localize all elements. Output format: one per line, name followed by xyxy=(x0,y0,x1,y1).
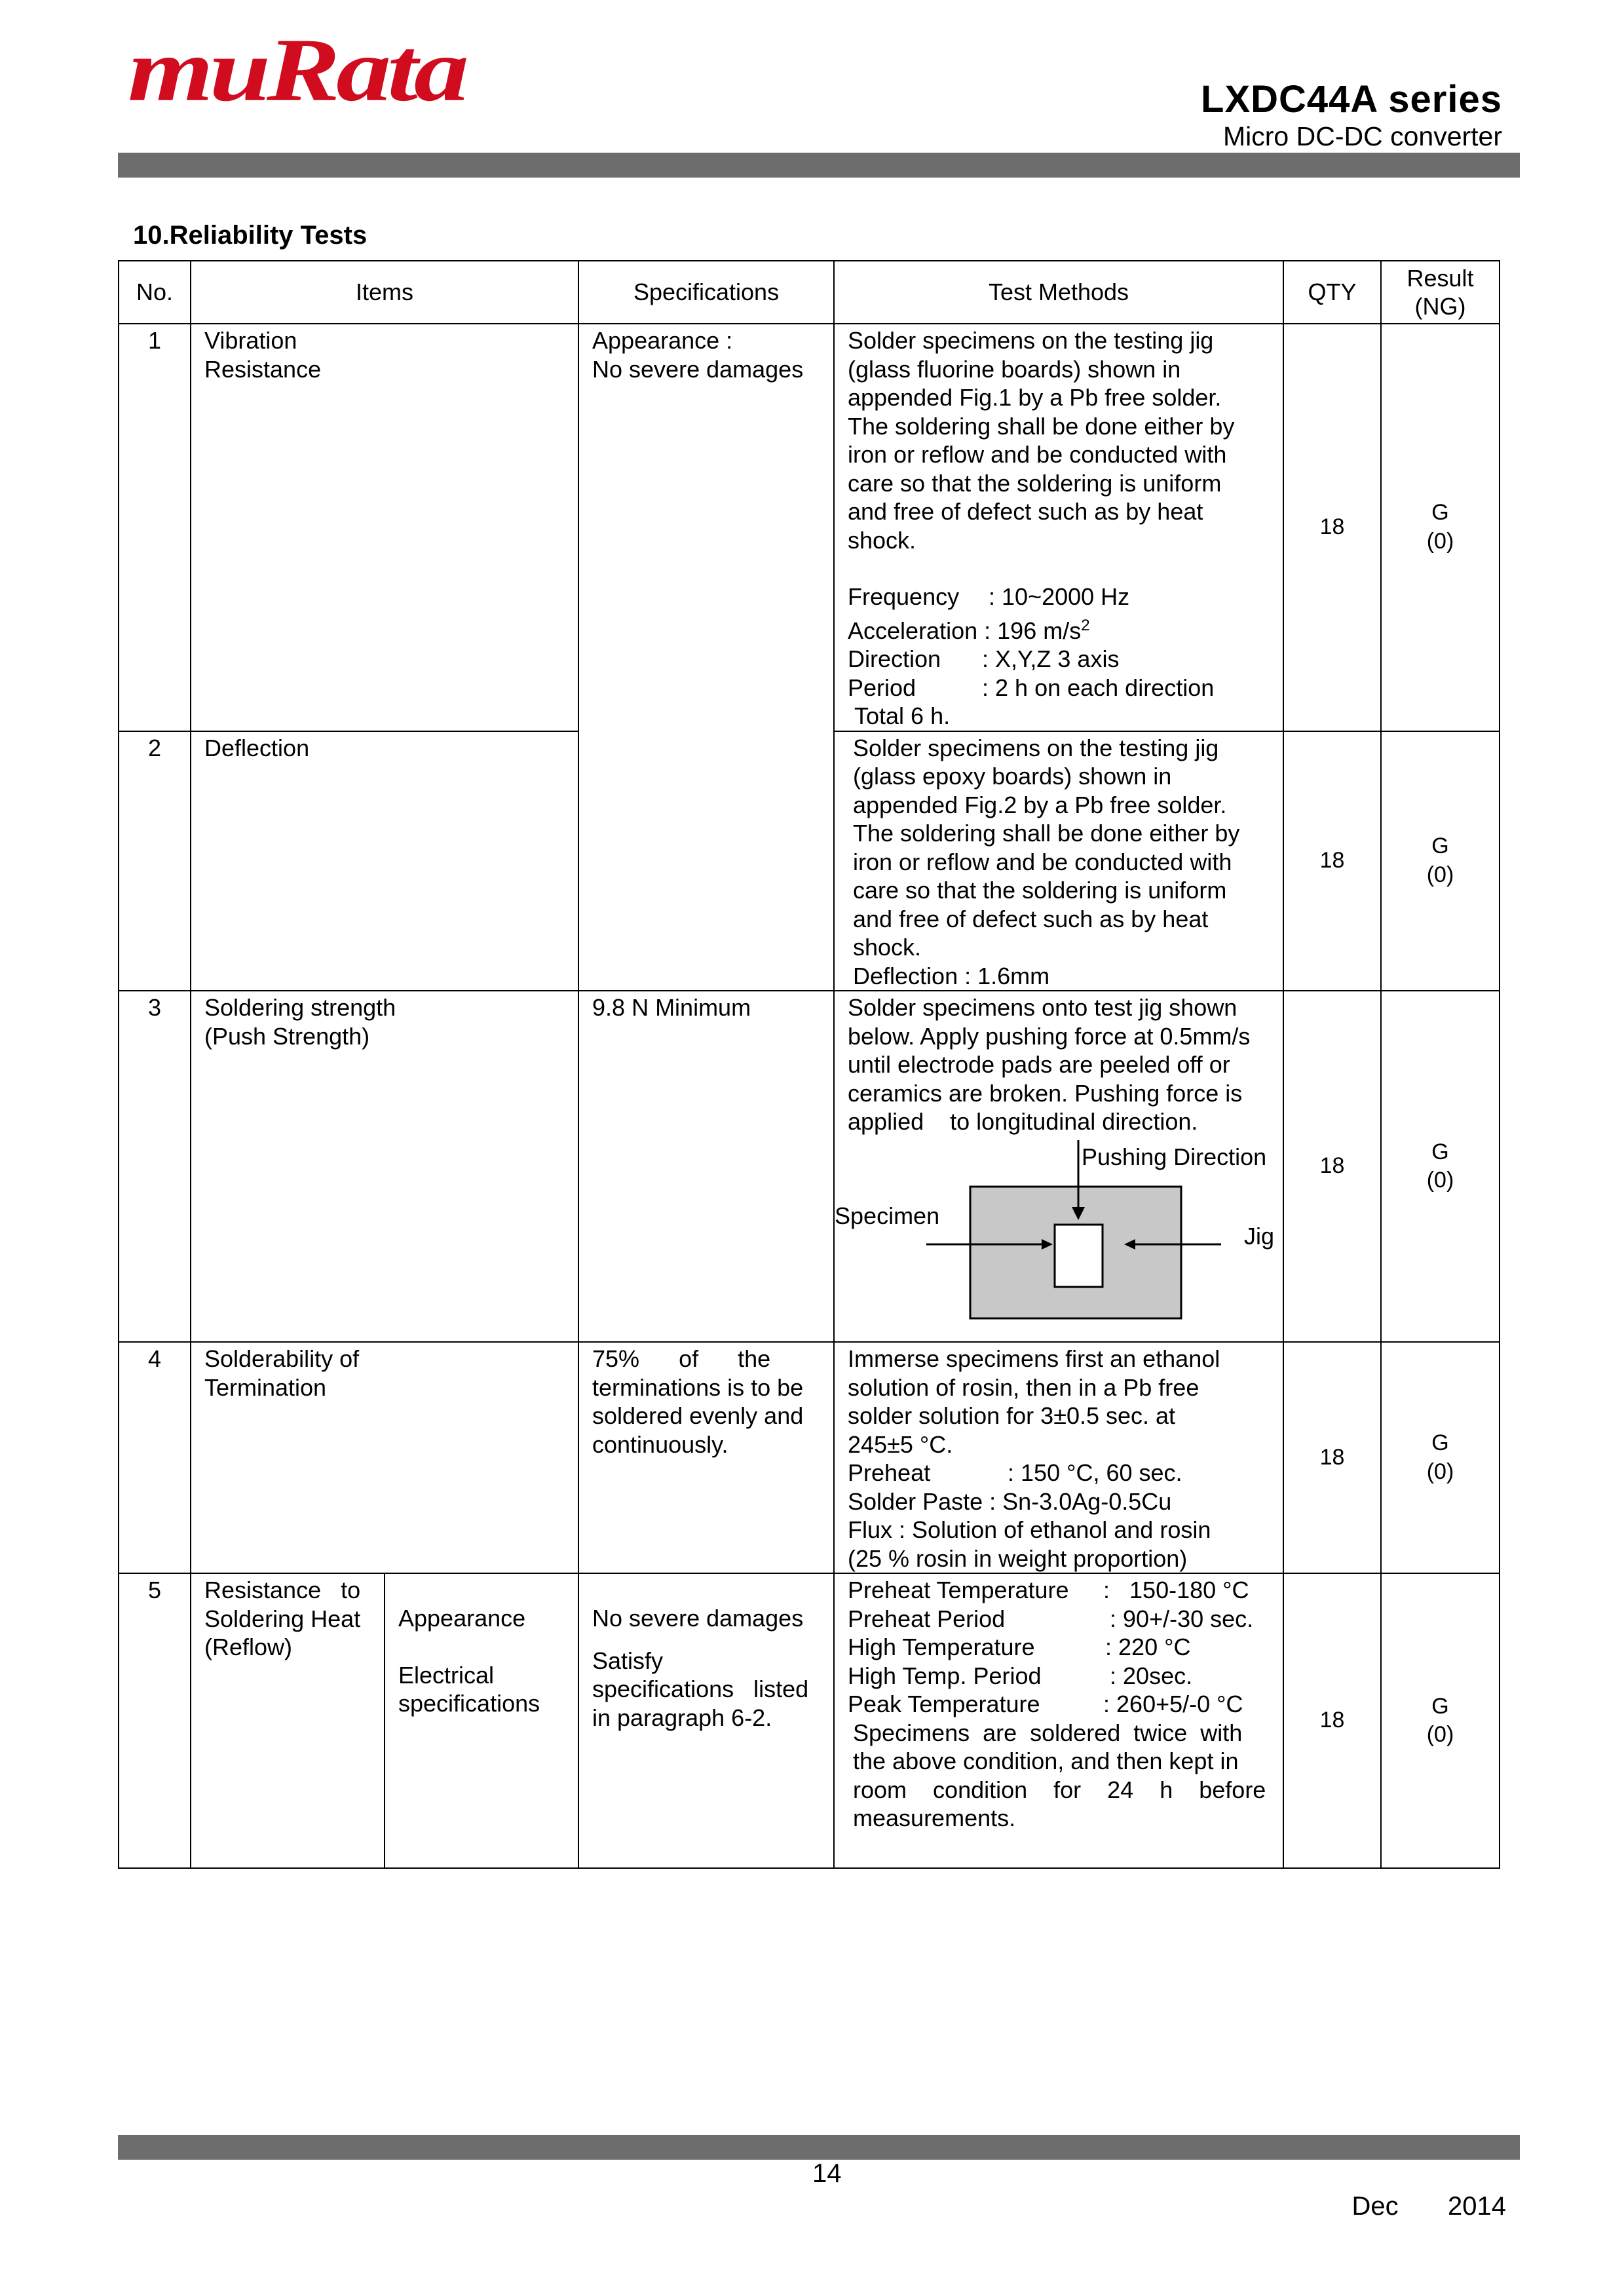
method-line: care so that the soldering is uniform xyxy=(848,469,1222,497)
table-header-row xyxy=(119,261,1500,324)
condition-label: High Temp. Period xyxy=(848,1662,1042,1689)
frequency-line xyxy=(848,583,1271,611)
method-line: room condition for 24 h before xyxy=(853,1776,1266,1803)
direction-line xyxy=(848,645,1271,674)
result-grade: G xyxy=(1431,1430,1449,1455)
row-spec xyxy=(578,1342,834,1573)
table-row xyxy=(119,1573,1500,1868)
col-no: No. xyxy=(119,261,191,324)
row-result xyxy=(1381,1573,1500,1868)
row-qty: 18 xyxy=(1283,1342,1381,1573)
preheat-line xyxy=(848,1459,1271,1487)
row-qty: 18 xyxy=(1283,1573,1381,1868)
condition-line xyxy=(848,1662,1271,1691)
method-line: until electrode pads are peeled off or xyxy=(848,1051,1230,1078)
condition-line xyxy=(848,1576,1271,1605)
row-qty: 18 xyxy=(1283,991,1381,1342)
result-grade: G xyxy=(1431,1693,1449,1719)
result-ng: (0) xyxy=(1426,1722,1454,1747)
spec-line: 75% of the xyxy=(592,1345,771,1372)
method-line: solution of rosin, then in a Pb free xyxy=(848,1373,1199,1401)
spec-appearance: No severe damages xyxy=(592,1605,804,1632)
period-label: Period xyxy=(848,674,916,701)
method-line: appended Fig.1 by a Pb free solder. xyxy=(848,384,1222,411)
method-line: Specimens are soldered twice with xyxy=(853,1719,1243,1746)
method-line: applied to longitudinal direction. xyxy=(848,1108,1198,1135)
condition-line xyxy=(848,1605,1271,1634)
row-result xyxy=(1381,731,1500,991)
col-specifications: Specifications xyxy=(578,261,834,324)
item-line: Resistance to xyxy=(204,1577,361,1603)
spec-line: continuously. xyxy=(592,1430,728,1458)
condition-value: : 260+5/-0 °C xyxy=(1103,1691,1243,1717)
row-result xyxy=(1381,1342,1500,1573)
condition-value: : 220 °C xyxy=(1105,1634,1191,1660)
method-line: and free of defect such as by heat xyxy=(848,498,1203,525)
row-no: 2 xyxy=(119,731,191,991)
method-line: iron or reflow and be conducted with xyxy=(848,441,1227,468)
specimen-label: Specimen xyxy=(835,1202,940,1229)
result-header-line2: (NG) xyxy=(1414,293,1466,320)
murata-logo: muRata xyxy=(128,20,465,121)
spec-line: in paragraph 6-2. xyxy=(592,1704,772,1731)
row-method xyxy=(834,1573,1283,1868)
spec-line: specifications listed xyxy=(592,1675,809,1702)
period-value: : 2 h on each direction xyxy=(982,674,1215,701)
period-line xyxy=(848,674,1271,702)
method-line: (glass epoxy boards) shown in xyxy=(853,763,1172,790)
method-line: iron or reflow and be conducted with xyxy=(853,848,1232,875)
item-line: Solderability of xyxy=(204,1345,360,1372)
row-item xyxy=(191,991,578,1342)
document-date: Dec 2014 xyxy=(1351,2192,1506,2221)
row-item xyxy=(191,1342,578,1573)
item-line: Termination xyxy=(204,1373,327,1401)
spec-line: terminations is to be xyxy=(592,1373,804,1401)
col-result xyxy=(1381,261,1500,324)
push-test-diagram xyxy=(835,1136,1276,1333)
frequency-label: Frequency xyxy=(848,583,960,610)
condition-line xyxy=(848,1690,1271,1719)
product-title: LXDC44A series xyxy=(1201,78,1502,121)
row-spec xyxy=(578,324,834,991)
reliability-table xyxy=(118,260,1500,1869)
method-line: The soldering shall be done either by xyxy=(848,412,1235,440)
item-line: Deflection xyxy=(204,734,310,761)
acceleration-exponent: 2 xyxy=(1081,616,1090,634)
row-item xyxy=(191,1573,385,1868)
acceleration-value: : 196 m/s xyxy=(984,617,1082,644)
result-header-line1: Result xyxy=(1407,264,1474,292)
col-items: Items xyxy=(191,261,578,324)
method-line: Solder specimens onto test jig shown xyxy=(848,994,1237,1021)
item-line: Soldering Heat xyxy=(204,1605,361,1632)
result-ng: (0) xyxy=(1426,1168,1454,1193)
preheat-label: Preheat xyxy=(848,1459,931,1486)
item-line: (Reflow) xyxy=(204,1634,293,1660)
direction-value: : X,Y,Z 3 axis xyxy=(982,645,1120,672)
method-line: (glass fluorine boards) shown in xyxy=(848,355,1181,383)
row-result xyxy=(1381,324,1500,731)
item-line: Vibration xyxy=(204,327,297,354)
method-line: solder solution for 3±0.5 sec. at xyxy=(848,1402,1176,1429)
condition-value: : 150-180 °C xyxy=(1103,1577,1249,1603)
row-sub-items xyxy=(385,1573,578,1868)
item-line: (Push Strength) xyxy=(204,1022,370,1050)
product-subtitle: Micro DC-DC converter xyxy=(1223,121,1502,151)
method-line: and free of defect such as by heat xyxy=(853,905,1209,932)
row-no: 3 xyxy=(119,991,191,1342)
row-spec xyxy=(578,1573,834,1868)
spec-line: soldered evenly and xyxy=(592,1402,804,1429)
condition-label: Preheat Temperature xyxy=(848,1577,1069,1603)
row-method xyxy=(834,324,1283,731)
spec-line: 9.8 N Minimum xyxy=(592,994,751,1021)
table-row xyxy=(119,1342,1500,1573)
row-item xyxy=(191,324,578,731)
sub-item-electrical: Electrical xyxy=(398,1661,495,1689)
jig-label: Jig xyxy=(1244,1222,1275,1250)
row-spec xyxy=(578,991,834,1342)
method-line: The soldering shall be done either by xyxy=(853,820,1240,847)
method-line: ceramics are broken. Pushing force is xyxy=(848,1079,1243,1107)
page-number: 14 xyxy=(812,2159,842,2188)
result-grade: G xyxy=(1431,833,1449,859)
spec-line: Satisfy xyxy=(592,1647,664,1674)
row-method xyxy=(834,731,1283,991)
condition-value: : 90+/-30 sec. xyxy=(1110,1605,1254,1632)
result-ng: (0) xyxy=(1426,1459,1454,1484)
method-line: the above condition, and then kept in xyxy=(853,1748,1239,1774)
result-ng: (0) xyxy=(1426,862,1454,887)
flux-line: Flux : Solution of ethanol and rosin xyxy=(848,1516,1211,1543)
method-line: Solder specimens on the testing jig xyxy=(853,734,1219,761)
sub-item-appearance: Appearance xyxy=(398,1605,526,1632)
condition-label: Preheat Period xyxy=(848,1605,1006,1632)
method-line: Immerse specimens first an ethanol xyxy=(848,1345,1220,1372)
preheat-value: : 150 °C, 60 sec. xyxy=(1008,1459,1182,1486)
result-ng: (0) xyxy=(1426,528,1454,554)
acceleration-label: Acceleration xyxy=(848,617,978,644)
total-line: Total 6 h. xyxy=(854,702,951,729)
flux-line-2: (25 % rosin in weight proportion) xyxy=(848,1544,1188,1572)
row-result xyxy=(1381,991,1500,1342)
result-grade: G xyxy=(1431,1139,1449,1164)
method-line: care so that the soldering is uniform xyxy=(853,877,1227,904)
item-line: Resistance xyxy=(204,355,322,383)
row-method xyxy=(834,1342,1283,1573)
method-line: 245±5 °C. xyxy=(848,1430,953,1458)
section-title: 10.Reliability Tests xyxy=(133,221,368,250)
frequency-value: : 10~2000 Hz xyxy=(989,583,1130,610)
header-divider xyxy=(118,153,1520,178)
col-test-methods: Test Methods xyxy=(834,261,1283,324)
direction-label: Direction xyxy=(848,645,941,672)
footer-divider xyxy=(118,2135,1520,2160)
spec-line: Appearance : xyxy=(592,327,733,354)
pushing-direction-label: Pushing Direction xyxy=(1082,1143,1267,1170)
method-line: Deflection : 1.6mm xyxy=(853,962,1050,989)
method-line: Solder specimens on the testing jig xyxy=(848,327,1214,354)
condition-label: High Temperature xyxy=(848,1634,1035,1660)
item-line: Soldering strength xyxy=(204,994,396,1021)
method-line: shock. xyxy=(848,526,916,554)
result-grade: G xyxy=(1431,500,1449,526)
row-qty: 18 xyxy=(1283,324,1381,731)
table-row xyxy=(119,324,1500,731)
sub-item-electrical-2: specifications xyxy=(398,1690,540,1717)
row-method xyxy=(834,991,1283,1342)
row-item xyxy=(191,731,578,991)
condition-line xyxy=(848,1633,1271,1662)
table-row xyxy=(119,991,1500,1342)
acceleration-line xyxy=(848,611,1271,645)
row-no: 4 xyxy=(119,1342,191,1573)
row-no: 5 xyxy=(119,1573,191,1868)
condition-label: Peak Temperature xyxy=(848,1691,1040,1717)
row-qty: 18 xyxy=(1283,731,1381,991)
spec-line: No severe damages xyxy=(592,355,804,383)
col-qty: QTY xyxy=(1283,261,1381,324)
condition-value: : 20sec. xyxy=(1110,1662,1193,1689)
specimen-chip xyxy=(1055,1225,1103,1287)
method-line: measurements. xyxy=(853,1805,1016,1831)
method-line: shock. xyxy=(853,934,922,961)
solder-paste-line: Solder Paste : Sn-3.0Ag-0.5Cu xyxy=(848,1487,1172,1515)
method-line: appended Fig.2 by a Pb free solder. xyxy=(853,791,1227,818)
row-no: 1 xyxy=(119,324,191,731)
method-line: below. Apply pushing force at 0.5mm/s xyxy=(848,1022,1251,1050)
